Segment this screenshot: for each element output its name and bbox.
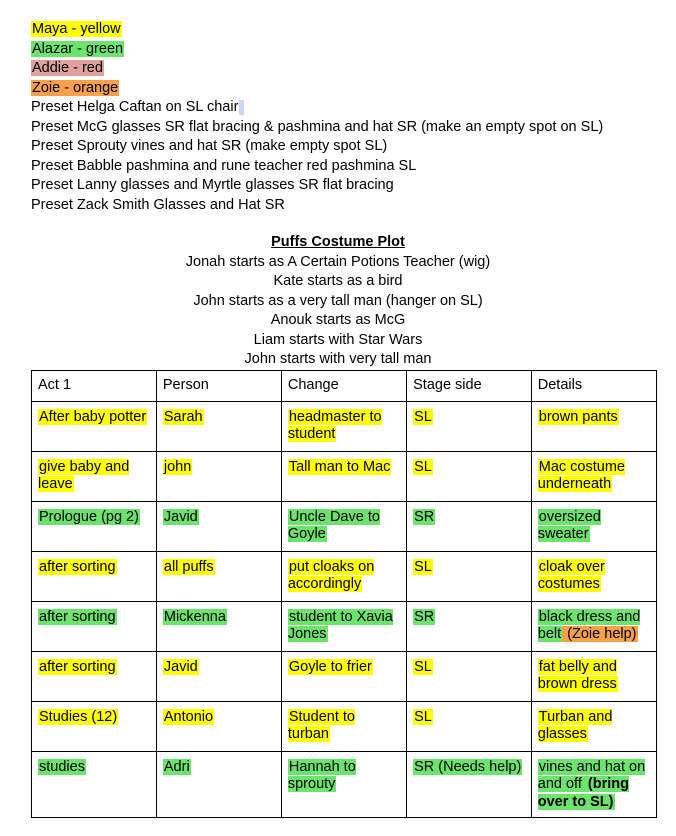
cell-text: Prologue (pg 2)	[39, 508, 139, 525]
table-cell[interactable]	[156, 451, 281, 501]
cell-text: SL	[414, 458, 432, 475]
table-row	[32, 451, 657, 501]
plot-title: Puffs Costume Plot	[271, 234, 405, 250]
table-cell[interactable]	[32, 701, 157, 751]
cell-text: SL	[414, 408, 432, 425]
table-header-row	[32, 371, 657, 402]
table-row	[32, 751, 657, 818]
start-line: Liam starts with Star Wars	[253, 331, 423, 348]
table-cell[interactable]	[156, 751, 281, 818]
legend-item: Addie - red	[32, 60, 103, 76]
cell-text: SL	[414, 708, 432, 725]
start-line: John starts with very tall man	[244, 351, 432, 367]
cell-text: Mac costume underneath	[537, 458, 625, 492]
preset-line: Preset Zack Smith Glasses and Hat SR	[31, 196, 285, 213]
cell-text: Hannah to sprouty	[287, 758, 356, 792]
cell-text: after sorting	[39, 658, 116, 675]
costume-plot-table	[31, 370, 657, 818]
table-cell[interactable]	[407, 651, 532, 701]
header-cell: Change	[281, 371, 406, 402]
table-cell[interactable]	[531, 451, 656, 501]
table-body	[32, 401, 657, 818]
table-cell[interactable]	[531, 751, 656, 818]
table-cell[interactable]	[156, 601, 281, 651]
table-cell[interactable]	[407, 451, 532, 501]
table-cell[interactable]	[531, 401, 656, 451]
legend-item: Maya - yellow	[32, 21, 121, 37]
cell-text: all puffs	[163, 558, 214, 575]
cell-text: after sorting	[39, 558, 116, 575]
table-cell[interactable]	[32, 751, 157, 818]
cell-text: after sorting	[39, 608, 116, 625]
table-cell[interactable]	[32, 601, 157, 651]
table-row	[32, 651, 657, 701]
table-cell[interactable]	[32, 551, 157, 601]
table-cell[interactable]	[156, 701, 281, 751]
cell-text: Student to turban	[287, 708, 355, 742]
table-cell[interactable]	[407, 551, 532, 601]
cell-text: studies	[39, 758, 85, 775]
cell-text: Tall man to Mac	[288, 458, 391, 475]
cell-text: SR	[414, 508, 435, 525]
table-cell[interactable]	[281, 701, 406, 751]
cell-text: fat belly and brown dress	[537, 658, 617, 692]
cell-text: headmaster to student	[287, 408, 382, 442]
cell-text: Studies (12)	[39, 708, 118, 725]
table-cell[interactable]	[407, 601, 532, 651]
cell-text: brown pants	[538, 408, 618, 425]
cell-text: give baby and leave	[38, 458, 130, 492]
notes-block	[31, 20, 603, 215]
cell-text: Antonio	[163, 708, 214, 725]
cell-text: Sarah	[163, 408, 203, 425]
table-cell[interactable]	[531, 551, 656, 601]
cell-note: (bring over to SL)	[537, 776, 629, 810]
table-cell[interactable]	[32, 651, 157, 701]
start-line: John starts as a very tall man (hanger on SL)	[193, 292, 483, 309]
cell-text: SR	[414, 608, 435, 625]
table-cell[interactable]	[531, 501, 656, 551]
table-cell[interactable]	[32, 451, 157, 501]
preset-line: Preset Sprouty vines and hat SR (make empty spot SL)	[31, 138, 388, 154]
table-cell[interactable]	[156, 401, 281, 451]
start-line: Kate starts as a bird	[273, 273, 403, 289]
header-cell: Details	[531, 371, 656, 402]
table-cell[interactable]	[281, 501, 406, 551]
preset-line: Preset Babble pashmina and rune teacher red pashmina SL	[31, 157, 417, 174]
table-cell[interactable]	[281, 451, 406, 501]
start-line: Jonah starts as A Certain Potions Teacher (wig)	[185, 253, 491, 270]
cell-text: oversized sweater	[537, 508, 601, 542]
legend-item: Alazar - green	[32, 40, 124, 57]
preset-line[interactable]: Preset Helga Caftan on SL chair	[31, 98, 603, 118]
preset-line: Preset McG glasses SR flat bracing & pashmina and hat SR (make an empty spot on SL)	[31, 118, 604, 135]
legend-item: Zoie - orange	[32, 79, 119, 96]
table-row	[32, 401, 657, 451]
cell-text: cloak over costumes	[537, 558, 605, 592]
table-cell[interactable]	[407, 501, 532, 551]
table-cell[interactable]	[531, 701, 656, 751]
cell-text: vines and hat on and off	[537, 758, 646, 792]
header-cell: Act 1	[32, 371, 157, 402]
cell-text: put cloaks on accordingly	[287, 558, 375, 592]
cell-text: Javid	[163, 508, 198, 525]
table-cell[interactable]	[281, 601, 406, 651]
text-cursor-selection	[239, 100, 244, 115]
table-cell[interactable]	[281, 751, 406, 818]
start-line: Anouk starts as McG	[270, 312, 406, 328]
table-row	[32, 551, 657, 601]
cell-text: SL	[414, 658, 432, 675]
cell-note: (Zoie help)	[563, 626, 637, 642]
cell-text: black dress and belt	[537, 608, 641, 642]
cell-text: SR (Needs help)	[414, 758, 522, 775]
cell-text: SL	[414, 558, 432, 575]
header-cell: Person	[156, 371, 281, 402]
header-cell: Stage side	[407, 371, 532, 402]
table-cell[interactable]	[156, 551, 281, 601]
cell-text: Adri	[163, 758, 190, 775]
table-cell[interactable]	[32, 401, 157, 451]
table-row	[32, 501, 657, 551]
table-row	[32, 601, 657, 651]
table-cell[interactable]	[281, 651, 406, 701]
preset-line: Preset Lanny glasses and Myrtle glasses SR flat bracing	[31, 177, 394, 193]
table-cell[interactable]	[156, 651, 281, 701]
table-cell[interactable]	[156, 501, 281, 551]
cell-text: Javid	[163, 658, 198, 675]
cell-text: Uncle Dave to Goyle	[287, 508, 380, 542]
table-cell[interactable]	[531, 651, 656, 701]
table-cell[interactable]	[407, 751, 532, 818]
cell-text: Mickenna	[163, 608, 226, 625]
table-cell[interactable]	[281, 401, 406, 451]
plot-header	[0, 233, 676, 370]
table-row	[32, 701, 657, 751]
table-cell[interactable]	[281, 551, 406, 601]
cell-text: Goyle to frier	[288, 658, 372, 675]
table-cell[interactable]	[531, 601, 656, 651]
table-cell[interactable]	[407, 401, 532, 451]
cell-text: student to Xavia Jones	[287, 608, 393, 642]
cell-text: john	[163, 458, 192, 475]
table-cell[interactable]	[32, 501, 157, 551]
table-cell[interactable]	[407, 701, 532, 751]
cell-text: Turban and glasses	[537, 708, 613, 742]
cell-text: After baby potter	[39, 408, 147, 425]
